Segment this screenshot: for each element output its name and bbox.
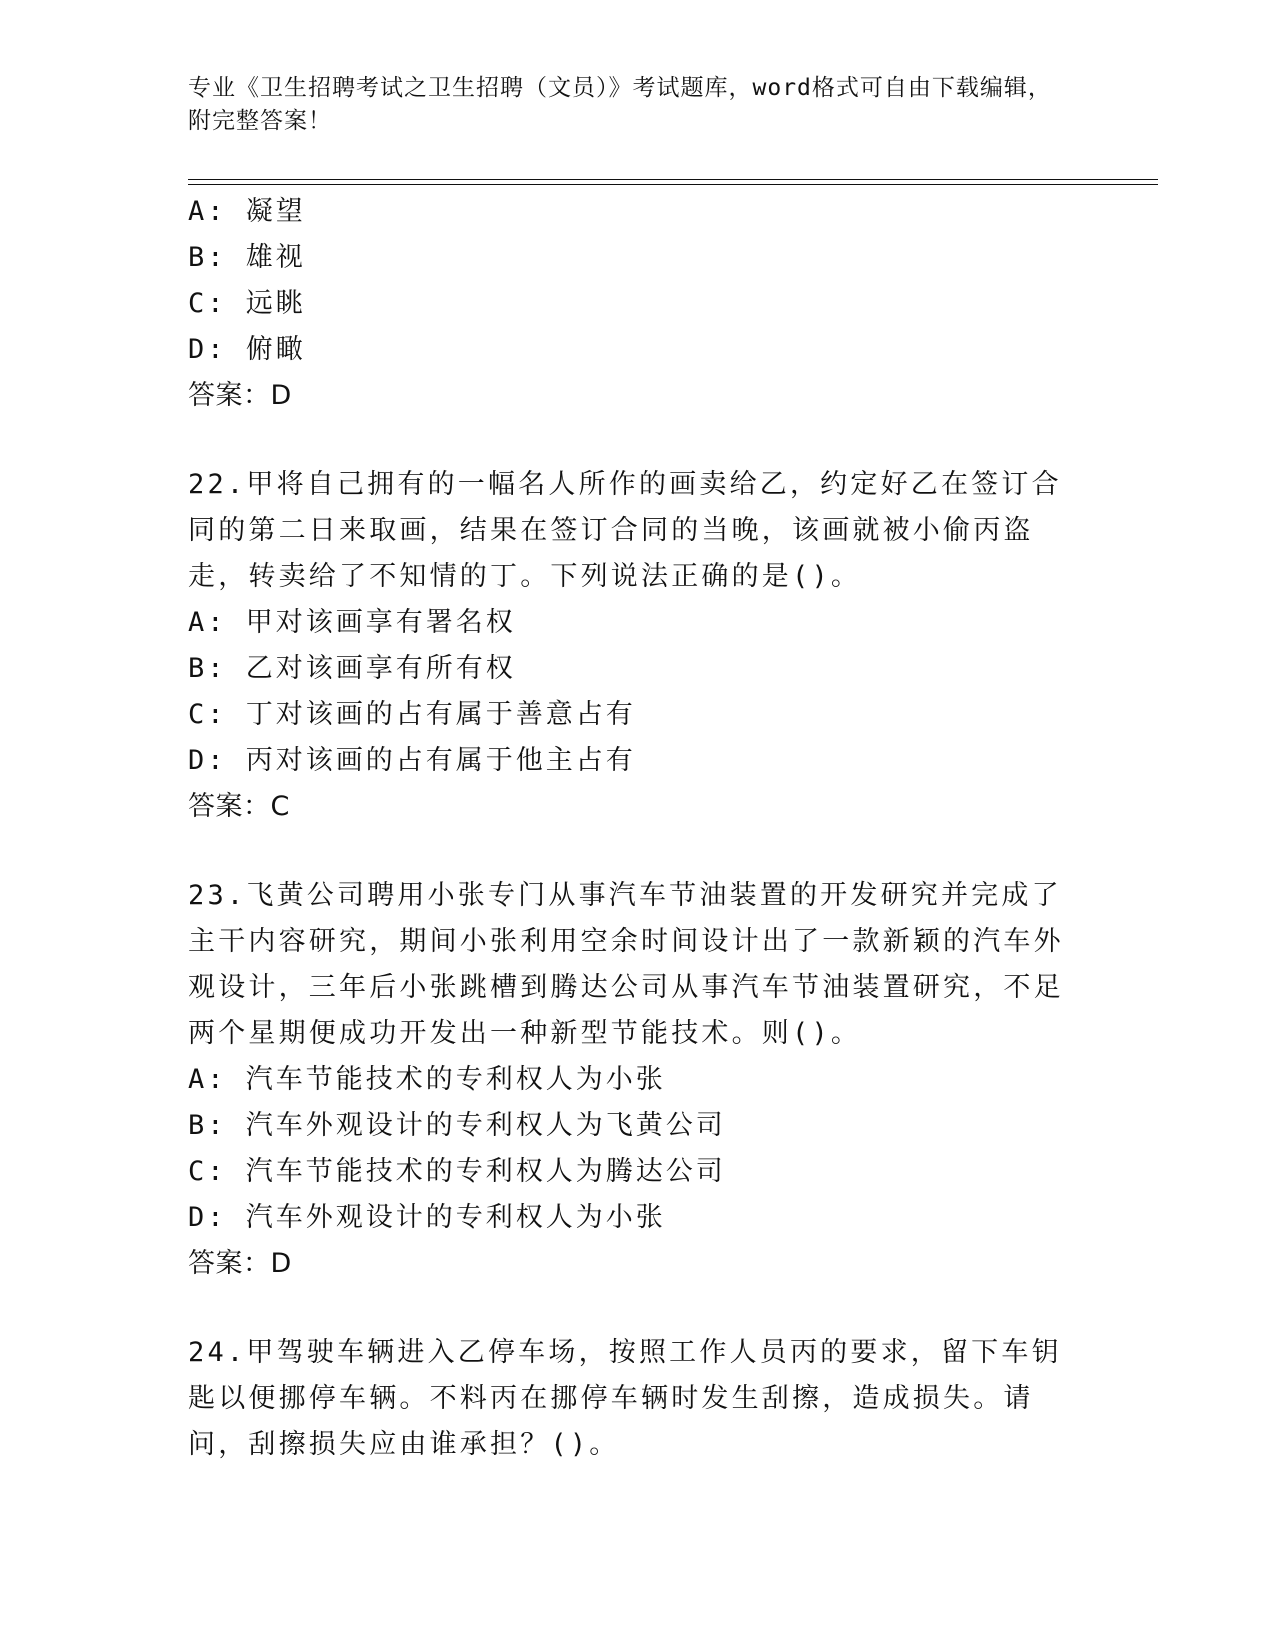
header-rule-bottom xyxy=(188,184,1158,185)
option-d: D: 丙对该画的占有属于他主占有 xyxy=(188,745,636,776)
option-d: D: 汽车外观设计的专利权人为小张 xyxy=(188,1202,666,1233)
question-stem: 23.飞黄公司聘用小张专门从事汽车节油装置的开发研究并完成了主干内容研究，期间小张利用空余时间设计出了一款新颖的汽车外观设计，三年后小张跳槽到腾达公司从事汽车节油装置研究，不足两个星期便成功开发出一种新型节能技术。则()。 xyxy=(188,880,1064,1049)
option-c: C: 汽车节能技术的专利权人为腾达公司 xyxy=(188,1156,726,1187)
option-a: A: 凝望 xyxy=(188,196,306,227)
answer: 答案：D xyxy=(188,1248,292,1279)
option-c: C: 远眺 xyxy=(188,288,306,319)
option-b: B: 乙对该画享有所有权 xyxy=(188,653,516,684)
question-23 xyxy=(188,873,1088,1287)
option-a: A: 甲对该画享有署名权 xyxy=(188,607,516,638)
question-stem: 24.甲驾驶车辆进入乙停车场，按照工作人员丙的要求，留下车钥匙以便挪停车辆。不料丙在挪停车辆时发生刮擦，造成损失。请问，刮擦损失应由谁承担？()。 xyxy=(188,1337,1062,1460)
option-d: D: 俯瞰 xyxy=(188,334,306,365)
option-a: A: 汽车节能技术的专利权人为小张 xyxy=(188,1064,666,1095)
option-b: B: 雄视 xyxy=(188,242,306,273)
answer: 答案：C xyxy=(188,791,290,822)
question-24 xyxy=(188,1330,1088,1468)
header-rule-top xyxy=(188,179,1158,180)
question-stem: 22.甲将自己拥有的一幅名人所作的画卖给乙，约定好乙在签订合同的第二日来取画，结果在签订合同的当晚，该画就被小偷丙盗走，转卖给了不知情的丁。下列说法正确的是()。 xyxy=(188,469,1062,592)
option-c: C: 丁对该画的占有属于善意占有 xyxy=(188,699,636,730)
option-b: B: 汽车外观设计的专利权人为飞黄公司 xyxy=(188,1110,726,1141)
question-list xyxy=(188,189,1088,1468)
question-21 xyxy=(188,189,1088,419)
question-22 xyxy=(188,462,1088,830)
answer: 答案：D xyxy=(188,380,292,411)
document-header: 专业《卫生招聘考试之卫生招聘（文员）》考试题库，word格式可自由下载编辑，附完整答案！ xyxy=(188,75,1052,134)
